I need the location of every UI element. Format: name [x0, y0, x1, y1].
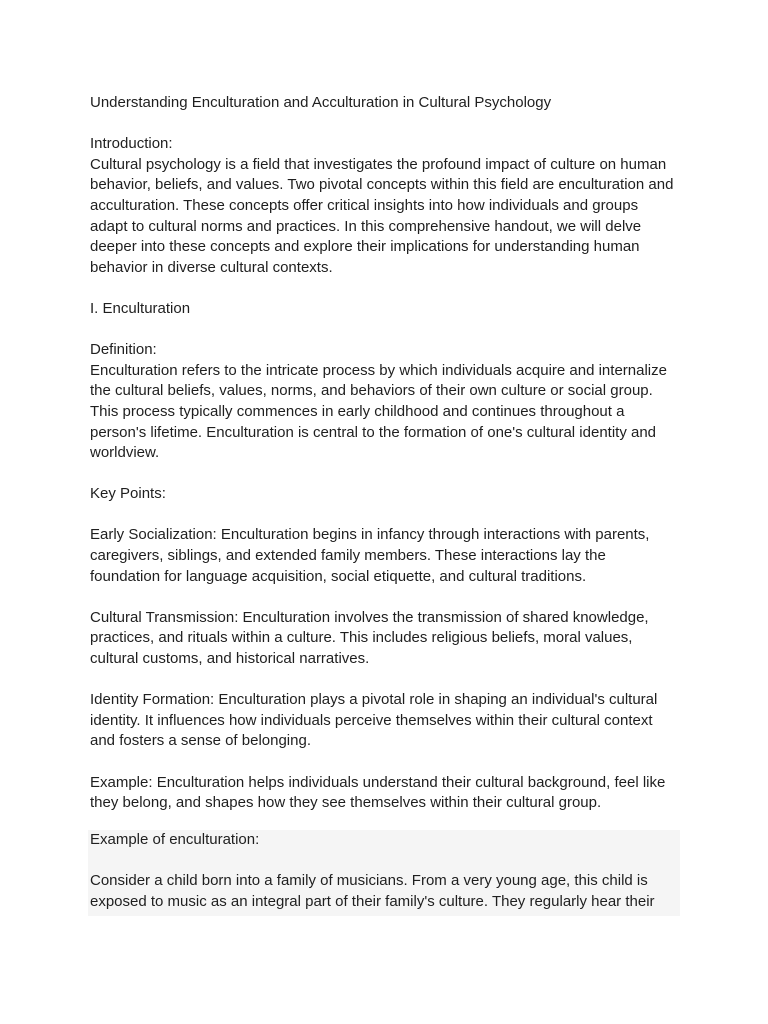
key-point-line: foundation for language acquisition, social etiquette, and cultural traditions. — [90, 567, 587, 585]
key-point-line: cultural customs, and historical narratives. — [90, 650, 370, 668]
example-box-line: Consider a child born into a family of musicians. From a very young age, this child is — [90, 872, 648, 890]
intro-line: behavior, beliefs, and values. Two pivotal concepts within this field are enculturation and — [90, 176, 674, 194]
document-page — [90, 93, 690, 814]
example-box-line: exposed to music as an integral part of their family's culture. They regularly hear their — [90, 892, 655, 910]
key-point-line: caregivers, siblings, and extended family members. These interactions lay the — [90, 547, 606, 565]
example-box-heading: Example of enculturation: — [90, 831, 260, 848]
intro-line: Cultural psychology is a field that investigates the profound impact of culture on human — [90, 155, 667, 173]
definition-heading: Definition: — [90, 341, 157, 359]
key-point-line: Early Socialization: Enculturation begins in infancy through interactions with parents, — [90, 526, 650, 544]
key-point-line: practices, and rituals within a culture. This includes religious beliefs, moral values, — [90, 629, 633, 647]
section-heading: I. Enculturation — [90, 299, 191, 317]
key-points-heading: Key Points: — [90, 485, 166, 503]
intro-line: adapt to cultural norms and practices. In this comprehensive handout, we will delve — [90, 217, 642, 235]
definition-line: the cultural beliefs, values, norms, and behaviors of their own culture or social group. — [90, 382, 653, 400]
example-callout-box — [88, 830, 680, 916]
key-point-line: identity. It influences how individuals perceive themselves within their cultural context — [90, 711, 653, 729]
definition-line: person's lifetime. Enculturation is central to the formation of one's cultural identity and — [90, 423, 657, 441]
definition-line: worldview. — [90, 444, 160, 462]
key-point-line: Identity Formation: Enculturation plays a pivotal role in shaping an individual's cultural — [90, 691, 658, 709]
example-line: they belong, and shapes how they see themselves within their cultural group. — [90, 794, 602, 812]
intro-line: behavior in diverse cultural contexts. — [90, 258, 333, 276]
intro-heading: Introduction: — [90, 135, 173, 153]
intro-line: deeper into these concepts and explore their implications for understanding human — [90, 238, 640, 256]
key-point-line: Cultural Transmission: Enculturation involves the transmission of shared knowledge, — [90, 608, 649, 626]
example-line: Example: Enculturation helps individuals understand their cultural background, feel like — [90, 773, 666, 791]
intro-line: acculturation. These concepts offer critical insights into how individuals and groups — [90, 196, 639, 214]
definition-line: Enculturation refers to the intricate process by which individuals acquire and internalize — [90, 361, 667, 379]
key-point-line: and fosters a sense of belonging. — [90, 732, 311, 750]
document-title: Understanding Enculturation and Acculturation in Cultural Psychology — [90, 94, 552, 111]
definition-line: This process typically commences in early childhood and continues throughout a — [90, 402, 625, 420]
